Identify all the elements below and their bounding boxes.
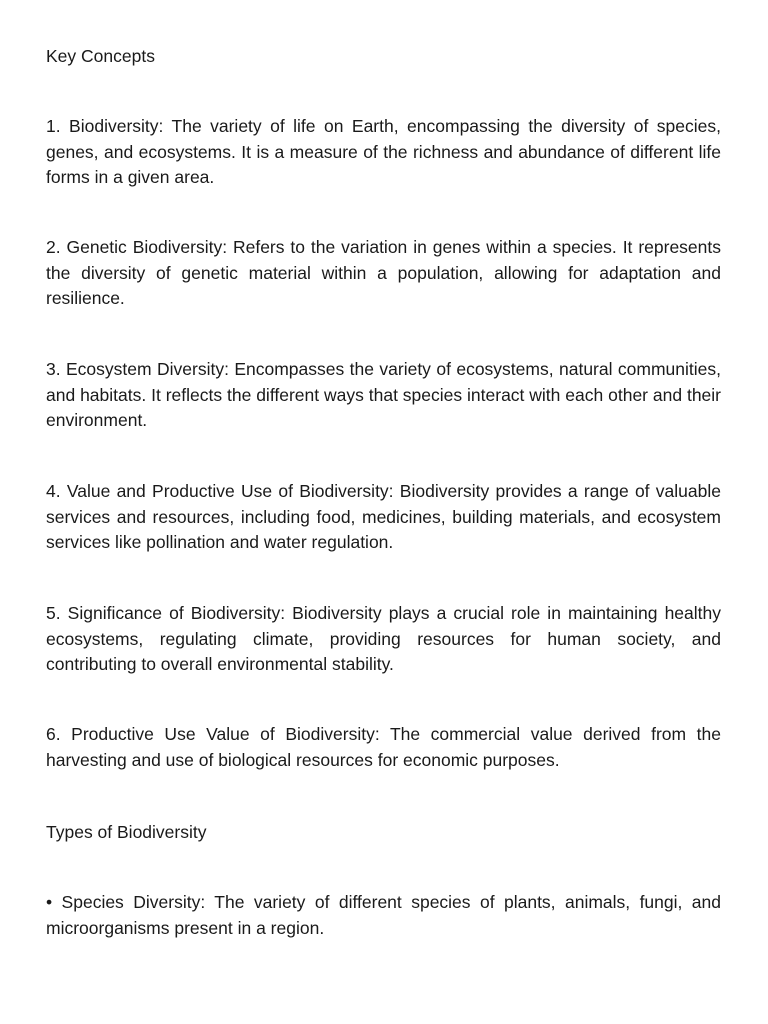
concept-genetic-biodiversity: 2. Genetic Biodiversity: Refers to the variation in genes within a species. It represents the diversity of genetic material within a population, allowing for adaptation and resilience. — [46, 237, 721, 308]
concept-value-productive-use: 4. Value and Productive Use of Biodiversity: Biodiversity provides a range of valuable services and resources, including food, medicines, building materials, and ecosystem services like pollination and water regulation. — [46, 481, 721, 552]
heading-types-of-biodiversity: Types of Biodiversity — [46, 822, 207, 842]
concept-biodiversity: 1. Biodiversity: The variety of life on Earth, encompassing the diversity of species, genes, and ecosystems. It is a measure of the richness and abundance of different life forms in a given area. — [46, 116, 721, 187]
concept-ecosystem-diversity: 3. Ecosystem Diversity: Encompasses the variety of ecosystems, natural communities, and habitats. It reflects the different ways that species interact with each other and their environment. — [46, 359, 721, 430]
type-species-diversity: • Species Diversity: The variety of different species of plants, animals, fungi, and microorganisms present in a region. — [46, 892, 721, 938]
heading-key-concepts: Key Concepts — [46, 46, 155, 66]
concept-productive-use-value: 6. Productive Use Value of Biodiversity: The commercial value derived from the harvesting and use of biological resources for economic purposes. — [46, 724, 721, 770]
concept-significance: 5. Significance of Biodiversity: Biodiversity plays a crucial role in maintaining healthy ecosystems, regulating climate, providing resources for human society, and contributing to overall environmental stability. — [46, 603, 721, 674]
